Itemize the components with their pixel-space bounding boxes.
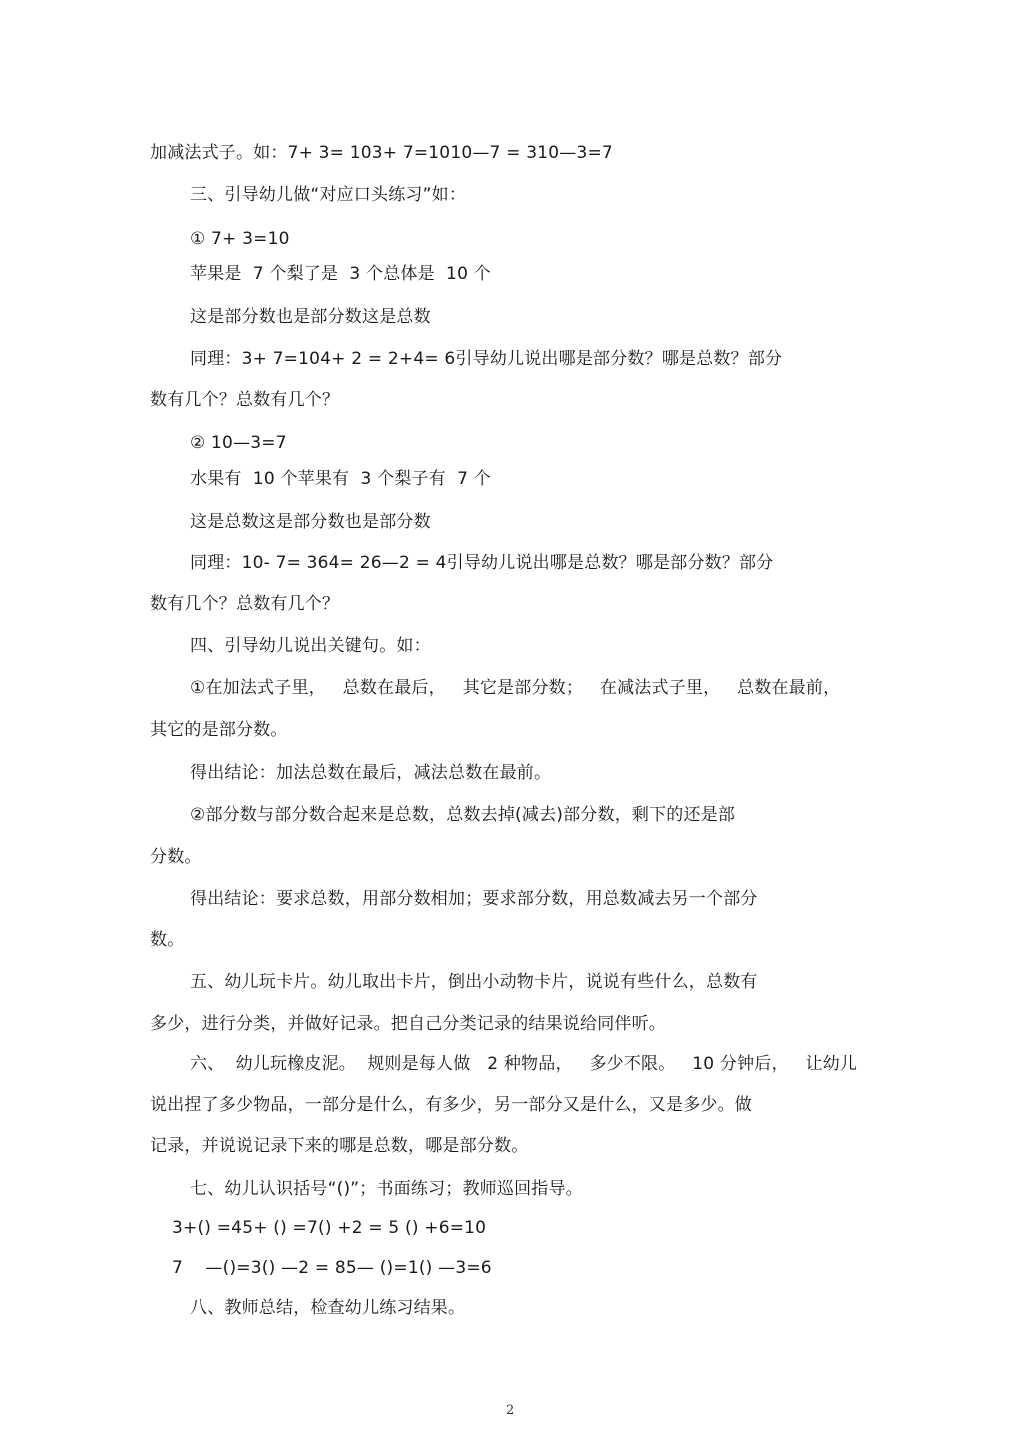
text-line: 数。	[150, 930, 185, 950]
section-heading: 六、 幼儿玩橡皮泥。 规则是每人做 2 种物品， 多少不限。 10 分钟后， 让幼儿	[190, 1054, 858, 1074]
text-line: 得出结论：要求总数，用部分数相加；要求部分数，用总数减去另一个部分	[190, 889, 758, 909]
text-line: 同理：3+ 7=104+ 2 = 2+4= 6引导幼儿说出哪是部分数？哪是总数？部分	[190, 349, 783, 369]
text-line: 加减法式子。如：7+ 3= 103+ 7=1010—7 = 310—3=7	[150, 143, 613, 163]
text-line: 数有几个？总数有几个？	[150, 390, 340, 410]
equation-line: ② 10—3=7	[190, 433, 287, 453]
text-line: 分数。	[150, 847, 202, 867]
text-line: 说出捏了多少物品，一部分是什么，有多少，另一部分又是什么，又是多少。做	[150, 1095, 752, 1115]
text-line: 这是部分数也是部分数这是总数	[190, 307, 431, 327]
text-line: 得出结论：加法总数在最后，减法总数在最前。	[190, 763, 552, 783]
text-line: 记录，并说说记录下来的哪是总数，哪是部分数。	[150, 1136, 529, 1156]
equation-line: 3+() =45+ () =7() +2 = 5 () +6=10	[172, 1218, 487, 1238]
text-line: 这是总数这是部分数也是部分数	[190, 512, 431, 532]
text-line: 水果有 10 个苹果有 3 个梨子有 7 个	[190, 469, 491, 489]
section-heading: 五、幼儿玩卡片。幼儿取出卡片，倒出小动物卡片，说说有些什么，总数有	[190, 972, 758, 992]
text-line: 数有几个？总数有几个？	[150, 594, 340, 614]
equation-line: 7 —()=3() —2 = 85— ()=1() —3=6	[172, 1258, 492, 1278]
text-line: 其它的是部分数。	[150, 720, 288, 740]
section-heading: 四、引导幼儿说出关键句。如：	[190, 636, 431, 656]
text-line: 多少，进行分类，并做好记录。把自己分类记录的结果说给同伴听。	[150, 1014, 666, 1034]
text-line: ②部分数与部分数合起来是总数，总数去掉(减去)部分数，剩下的还是部	[190, 805, 736, 825]
equation-line: ① 7+ 3=10	[190, 229, 290, 249]
page-number: 2	[506, 1403, 515, 1418]
section-heading: 七、幼儿认识括号“()”；书面练习；教师巡回指导。	[190, 1179, 583, 1199]
text-line: 同理：10- 7= 364= 26—2 = 4引导幼儿说出哪是总数？哪是部分数？部分	[190, 553, 774, 573]
section-heading: 八、教师总结，检查幼儿练习结果。	[190, 1298, 466, 1318]
text-line: 苹果是 7 个梨了是 3 个总体是 10 个	[190, 264, 491, 284]
section-heading: 三、引导幼儿做“对应口头练习”如：	[190, 185, 467, 205]
text-line: ①在加法式子里， 总数在最后， 其它是部分数； 在减法式子里， 总数在最前，	[190, 678, 841, 698]
